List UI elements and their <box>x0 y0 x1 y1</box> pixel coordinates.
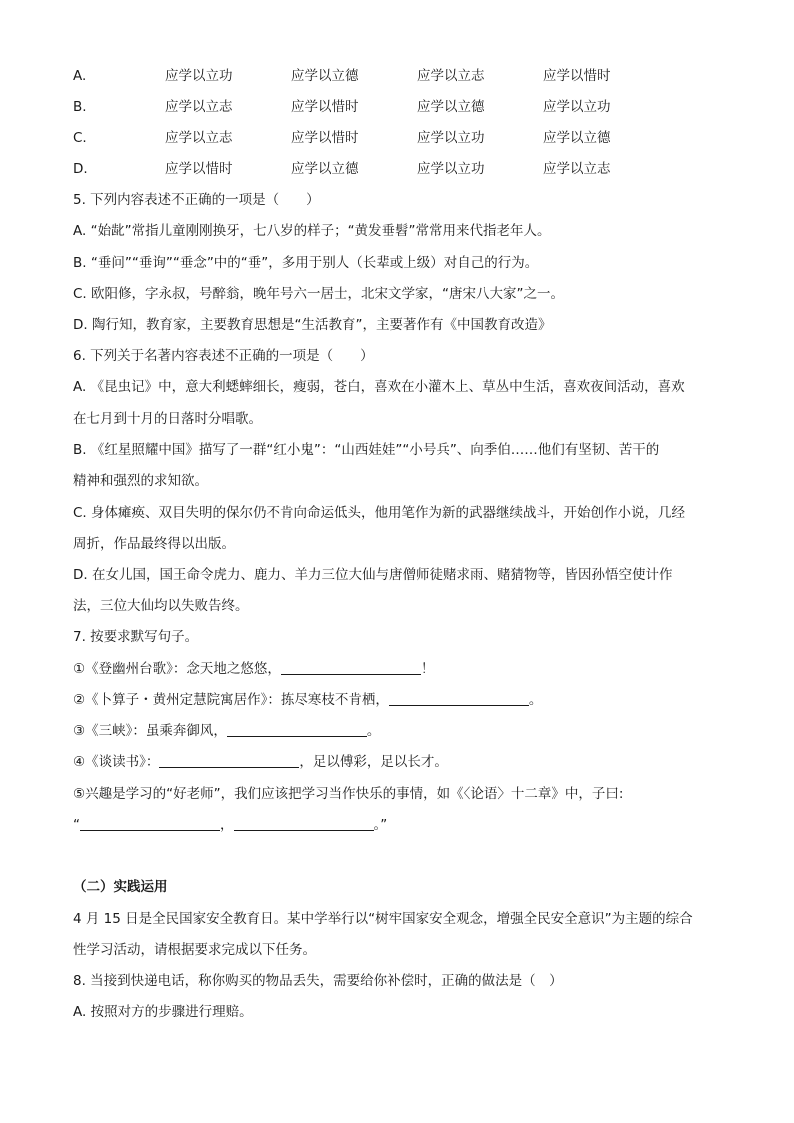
q7-item-3 <box>73 722 733 740</box>
q7-item-5-answer-line <box>73 816 733 834</box>
q5-option-b: B. “垂问”“垂询”“垂念”中的“垂”，多用于别人（长辈或上级）对自己的行为。 <box>73 255 539 271</box>
q7-item-5: ⑤兴趣是学习的“好老师”，我们应该把学习当作快乐的事情，如《〈论语〉十二章》中，子曰: <box>73 786 624 802</box>
option-cell: 应学以立德 <box>543 130 611 146</box>
item-prompt: ②《卜算子・黄州定慧院寓居作》：拣尽寒枝不肯栖， <box>73 692 389 708</box>
option-cell: 应学以立德 <box>417 99 485 115</box>
option-cell: 应学以惜时 <box>291 99 359 115</box>
answer-blank[interactable] <box>281 660 421 675</box>
option-letter: A. <box>73 68 87 84</box>
comma: ， <box>220 817 234 833</box>
option-cell: 应学以立德 <box>291 68 359 84</box>
item-prompt: ①《登幽州台歌》：念天地之悠悠， <box>73 661 281 677</box>
option-cell: 应学以立志 <box>165 130 233 146</box>
q7-item-4 <box>73 753 733 771</box>
section-intro-line2: 性学习活动，请根据要求完成以下任务。 <box>73 942 316 958</box>
q5-option-a: A. “始龀”常指儿童刚刚换牙，七八岁的样子；“黄发垂髫”常常用来代指老年人。 <box>73 223 551 239</box>
q7-item-1 <box>73 660 733 678</box>
option-cell: 应学以立志 <box>543 161 611 177</box>
q6-option-d-line1: D. 在女儿国，国王命令虎力、鹿力、羊力三位大仙与唐僧师徒赌求雨、赌猜物等，皆因孙悟空使计作 <box>73 567 673 583</box>
answer-blank[interactable] <box>234 816 374 831</box>
option-cell: 应学以立功 <box>417 130 485 146</box>
q5-stem: 5. 下列内容表述不正确的一项是（ ） <box>73 192 320 208</box>
q6-option-d-line2: 法，三位大仙均以失败告终。 <box>73 598 249 614</box>
q8-stem: 8. 当接到快递电话，称你购买的物品丢失，需要给你补偿时，正确的做法是（ ） <box>73 973 563 989</box>
q4-option-c <box>73 129 673 147</box>
option-cell: 应学以惜时 <box>543 68 611 84</box>
section-intro-line1: 4 月 15 日是全民国家安全教育日。某中学举行以“树牢国家安全观念，增强全民安全意识”为主题的综合 <box>73 911 693 927</box>
item-end-punct: 。 <box>528 692 543 708</box>
q6-option-b-line2: 精神和强烈的求知欲。 <box>73 473 208 489</box>
option-cell: 应学以惜时 <box>291 130 359 146</box>
q7-stem: 7. 按要求默写句子。 <box>73 629 199 645</box>
q6-option-b-line1: B. 《红星照耀中国》描写了一群“红小鬼”：“山西娃娃”“小号兵”、向季伯……他们有坚韧、苦干的 <box>73 442 660 458</box>
open-quote: “ <box>73 817 80 833</box>
answer-blank[interactable] <box>389 691 529 706</box>
q5-option-c: C. 欧阳修，字永叔，号醉翁，晚年号六一居士，北宋文学家，“唐宋八大家”之一。 <box>73 286 564 302</box>
option-cell: 应学以惜时 <box>165 161 233 177</box>
option-letter: C. <box>73 130 87 146</box>
option-cell: 应学以立德 <box>291 161 359 177</box>
close-quote: 。” <box>373 817 388 833</box>
item-continuation: ，足以傅彩，足以长才。 <box>299 754 448 770</box>
item-end-punct: ！ <box>420 661 435 677</box>
item-prompt: ④《谈读书》： <box>73 754 160 770</box>
q5-option-d: D. 陶行知，教育家，主要教育思想是“生活教育”，主要著作有《中国教育改造》 <box>73 317 552 333</box>
q6-option-c-line1: C. 身体瘫痪、双目失明的保尔仍不肯向命运低头，他用笔作为新的武器继续战斗，开始创作小说，几经 <box>73 505 686 521</box>
option-cell: 应学以立功 <box>417 161 485 177</box>
item-end-punct: 。 <box>366 723 381 739</box>
option-letter: D. <box>73 161 88 177</box>
q6-option-c-line2: 周折，作品最终得以出版。 <box>73 536 235 552</box>
q4-option-b <box>73 98 673 116</box>
q7-item-2 <box>73 691 733 709</box>
q6-stem: 6. 下列关于名著内容表述不正确的一项是（ ） <box>73 348 374 364</box>
answer-blank[interactable] <box>159 753 299 768</box>
option-letter: B. <box>73 99 87 115</box>
q4-option-a <box>73 67 673 85</box>
q4-option-d <box>73 160 673 178</box>
item-prompt: ③《三峡》：虽乘奔御风， <box>73 723 227 739</box>
option-cell: 应学以立功 <box>543 99 611 115</box>
q6-option-a-line1: A. 《昆虫记》中，意大利蟋蟀细长，瘦弱，苍白，喜欢在小灌木上、草丛中生活，喜欢夜间活动，喜欢 <box>73 379 685 395</box>
section-title: （二）实践运用 <box>73 879 168 895</box>
answer-blank[interactable] <box>227 722 367 737</box>
q6-option-a-line2: 在七月到十月的日落时分唱歌。 <box>73 411 262 427</box>
answer-blank[interactable] <box>80 816 220 831</box>
option-cell: 应学以立志 <box>417 68 485 84</box>
option-cell: 应学以立志 <box>165 99 233 115</box>
option-cell: 应学以立功 <box>165 68 233 84</box>
q8-option-a: A. 按照对方的步骤进行理赔。 <box>73 1004 253 1020</box>
